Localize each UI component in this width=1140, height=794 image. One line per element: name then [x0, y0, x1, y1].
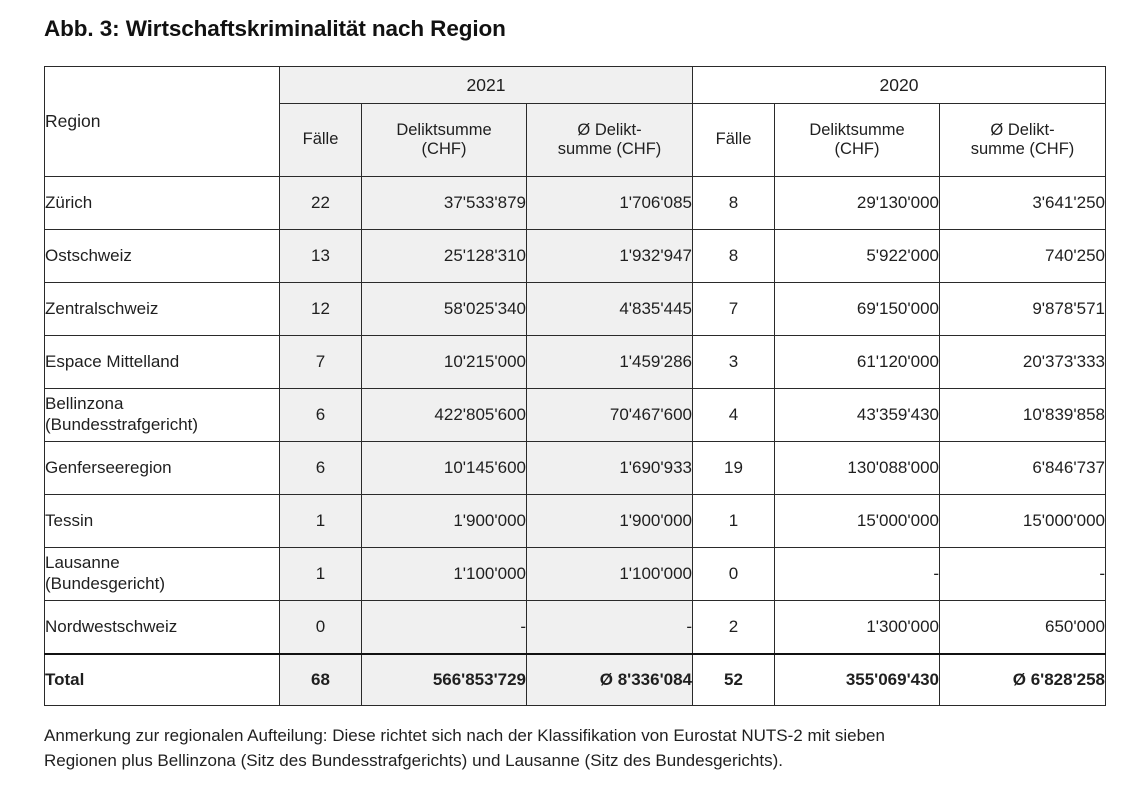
cell-region: Espace Mittelland	[45, 336, 280, 389]
column-header-2021-sum-line1: Deliktsumme	[396, 120, 492, 139]
table-row	[45, 548, 1106, 601]
cell-2021-cases: 7	[280, 336, 362, 389]
cell-2020-avg: 6'846'737	[940, 442, 1106, 495]
cell-2020-avg: 15'000'000	[940, 495, 1106, 548]
cell-2021-sum: 1'900'000	[362, 495, 527, 548]
cell-region: Nordwestschweiz	[45, 601, 280, 655]
cell-2020-sum: 1'300'000	[775, 601, 940, 655]
cell-2020-cases: 8	[693, 177, 775, 230]
column-header-2020-avg	[940, 104, 1106, 177]
cell-2021-sum: 1'100'000	[362, 548, 527, 601]
cell-2020-sum: 5'922'000	[775, 230, 940, 283]
table-header	[45, 67, 1106, 177]
column-group-header-2021: 2021	[280, 67, 693, 104]
cell-2020-cases: 2	[693, 601, 775, 655]
cell-2021-sum: 37'533'879	[362, 177, 527, 230]
cell-region: Genferseeregion	[45, 442, 280, 495]
column-header-2021-avg-line1: Ø Delikt-	[577, 120, 642, 139]
column-header-2021-avg-line2: summe (CHF)	[557, 140, 662, 158]
column-header-2021-sum	[362, 104, 527, 177]
total-2021-avg: Ø 8'336'084	[527, 654, 693, 706]
table-row	[45, 389, 1106, 442]
column-group-header-2020: 2020	[693, 67, 1106, 104]
cell-2021-cases: 6	[280, 389, 362, 442]
cell-2020-avg: 740'250	[940, 230, 1106, 283]
column-header-2020-avg-line1: Ø Delikt-	[990, 120, 1055, 139]
cell-region: Tessin	[45, 495, 280, 548]
table-footer	[45, 654, 1106, 706]
cell-2021-avg: 1'900'000	[527, 495, 693, 548]
column-header-2020-sum-line2: (CHF)	[834, 140, 880, 158]
cell-2020-avg: 650'000	[940, 601, 1106, 655]
column-header-2020-avg-line2: summe (CHF)	[970, 140, 1075, 158]
footnote	[44, 724, 1104, 773]
cell-2021-cases: 13	[280, 230, 362, 283]
cell-2021-avg: 1'459'286	[527, 336, 693, 389]
cell-2020-sum: 15'000'000	[775, 495, 940, 548]
cell-region-line2: (Bundesstrafgericht)	[45, 415, 199, 434]
column-header-2020-sum-line1: Deliktsumme	[809, 120, 905, 139]
table-row	[45, 230, 1106, 283]
footnote-line-2: Regionen plus Bellinzona (Sitz des Bundesstrafgerichts) und Lausanne (Sitz des Bundesgerichts).	[44, 750, 783, 770]
table-row	[45, 336, 1106, 389]
cell-2021-sum: 422'805'600	[362, 389, 527, 442]
total-row	[45, 654, 1106, 706]
cell-2020-sum: -	[775, 548, 940, 601]
cell-2020-sum: 43'359'430	[775, 389, 940, 442]
table-row	[45, 495, 1106, 548]
cell-2021-avg: 1'706'085	[527, 177, 693, 230]
cell-2021-sum: 10'215'000	[362, 336, 527, 389]
footnote-line-1: Anmerkung zur regionalen Aufteilung: Diese richtet sich nach der Klassifikation von Eurostat NUTS-2 mit sieben	[44, 726, 885, 745]
cell-2021-cases: 22	[280, 177, 362, 230]
cell-2020-cases: 8	[693, 230, 775, 283]
cell-2020-cases: 0	[693, 548, 775, 601]
cell-2020-cases: 4	[693, 389, 775, 442]
cell-2021-avg: -	[527, 601, 693, 655]
cell-region-line1: Lausanne	[45, 553, 120, 573]
cell-region-line2: (Bundesgericht)	[45, 574, 166, 593]
cell-2020-cases: 7	[693, 283, 775, 336]
cell-2021-cases: 12	[280, 283, 362, 336]
cell-2020-avg: 20'373'333	[940, 336, 1106, 389]
cell-2021-avg: 70'467'600	[527, 389, 693, 442]
cell-2020-avg: 3'641'250	[940, 177, 1106, 230]
cell-2020-avg: 9'878'571	[940, 283, 1106, 336]
economic-crime-by-region-table	[44, 66, 1106, 706]
cell-2021-sum: 10'145'600	[362, 442, 527, 495]
table-row	[45, 601, 1106, 655]
cell-region: Ostschweiz	[45, 230, 280, 283]
cell-2021-avg: 4'835'445	[527, 283, 693, 336]
cell-2021-sum: 25'128'310	[362, 230, 527, 283]
cell-2020-cases: 19	[693, 442, 775, 495]
cell-2021-avg: 1'932'947	[527, 230, 693, 283]
cell-2021-sum: -	[362, 601, 527, 655]
cell-2020-avg: -	[940, 548, 1106, 601]
cell-2021-avg: 1'100'000	[527, 548, 693, 601]
cell-2021-cases: 6	[280, 442, 362, 495]
table-row	[45, 177, 1106, 230]
cell-region: Zürich	[45, 177, 280, 230]
table-container	[44, 66, 1105, 706]
cell-2020-sum: 29'130'000	[775, 177, 940, 230]
cell-2020-cases: 3	[693, 336, 775, 389]
cell-2020-cases: 1	[693, 495, 775, 548]
total-2020-cases: 52	[693, 654, 775, 706]
cell-region	[45, 389, 280, 442]
page-title: Abb. 3: Wirtschaftskriminalität nach Region	[44, 16, 506, 41]
header-row-years	[45, 67, 1106, 104]
column-header-2020-sum	[775, 104, 940, 177]
cell-2021-cases: 1	[280, 548, 362, 601]
cell-region-line1: Bellinzona	[45, 394, 124, 414]
cell-2020-sum: 61'120'000	[775, 336, 940, 389]
cell-2021-cases: 1	[280, 495, 362, 548]
column-header-2021-sum-line2: (CHF)	[421, 140, 467, 158]
cell-region: Zentralschweiz	[45, 283, 280, 336]
cell-2021-sum: 58'025'340	[362, 283, 527, 336]
column-header-2021-avg	[527, 104, 693, 177]
cell-2020-sum: 69'150'000	[775, 283, 940, 336]
column-header-2020-cases: Fälle	[693, 104, 775, 177]
table-row	[45, 283, 1106, 336]
column-header-region: Region	[45, 67, 280, 177]
column-header-2021-cases: Fälle	[280, 104, 362, 177]
total-2021-cases: 68	[280, 654, 362, 706]
cell-2020-avg: 10'839'858	[940, 389, 1106, 442]
total-2020-sum: 355'069'430	[775, 654, 940, 706]
total-2021-sum: 566'853'729	[362, 654, 527, 706]
table-row	[45, 442, 1106, 495]
cell-2020-sum: 130'088'000	[775, 442, 940, 495]
total-label: Total	[45, 654, 280, 706]
cell-2021-avg: 1'690'933	[527, 442, 693, 495]
cell-region	[45, 548, 280, 601]
cell-2021-cases: 0	[280, 601, 362, 655]
table-body	[45, 177, 1106, 655]
total-2020-avg: Ø 6'828'258	[940, 654, 1106, 706]
